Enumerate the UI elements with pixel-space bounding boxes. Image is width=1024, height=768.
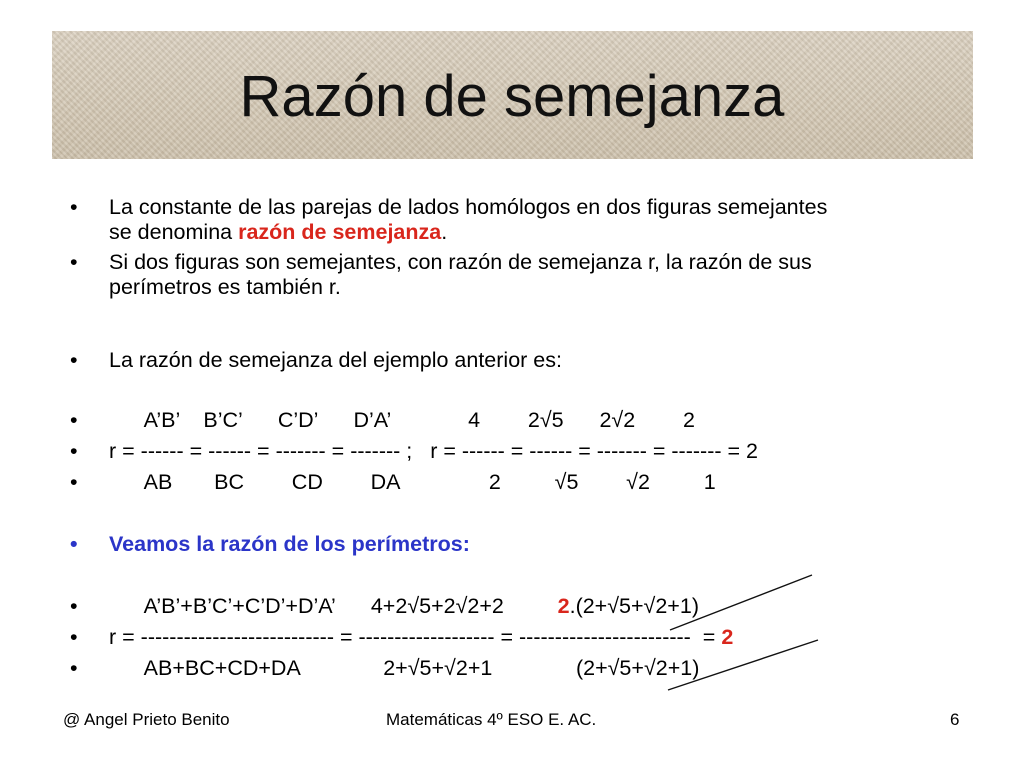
factor-highlight: 2: [557, 594, 570, 618]
bullet-marker: •: [70, 656, 78, 680]
bullet-marker: •: [70, 594, 78, 618]
ratio-text: r = ------ = ------ = ------- = ------- ; r = ------ = ------ = ------- = ------- = 2: [109, 439, 758, 463]
ratio-text: AB BC CD DA 2 √5 √2 1: [109, 470, 716, 494]
result-highlight: 2: [721, 625, 734, 649]
bullet-marker: •: [70, 439, 78, 463]
ratio-text: A’B’ B’C’ C’D’ D’A’ 4 2√5 2√2 2: [109, 408, 695, 432]
bullet-marker: •: [70, 348, 78, 372]
cancel-stroke-top: [670, 575, 812, 630]
bullet-marker: •: [70, 408, 78, 432]
footer-course: Matemáticas 4º ESO E. AC.: [386, 710, 597, 729]
emphasis-term: razón de semejanza: [238, 220, 442, 244]
cancel-stroke-bottom: [668, 640, 818, 690]
bullet-marker: •: [70, 625, 78, 649]
perimeter-expr: .(2+√5+√2+1): [569, 594, 699, 618]
bullet-text: La constante de las parejas de lados homólogos en dos figuras semejantes: [109, 195, 828, 219]
perimeter-text: AB+BC+CD+DA 2+√5+√2+1 (2+√5+√2+1): [109, 656, 700, 680]
bullet-text: Si dos figuras son semejantes, con razón de semejanza r, la razón de sus: [109, 250, 812, 274]
footer-page-number: 6: [950, 710, 960, 729]
bullet-marker: •: [70, 532, 78, 556]
perimeter-expr: A’B’+B’C’+C’D’+D’A’ 4+2√5+2√2+2: [109, 594, 558, 618]
bullet-marker: •: [70, 250, 78, 274]
footer-author: @ Angel Prieto Benito: [63, 710, 230, 729]
bullet-text: .: [441, 220, 448, 244]
slide-title: Razón de semejanza: [239, 64, 785, 129]
bullet-text: se denomina: [109, 220, 239, 244]
perimeter-expr: r = --------------------------- = ------------------- = ------------------------ =: [109, 625, 722, 649]
heading-text: Veamos la razón de los perímetros:: [109, 532, 470, 556]
bullet-perimeter-rule-continued: perímetros es también r.: [109, 275, 341, 299]
bullet-text: La razón de semejanza del ejemplo anterior es:: [109, 348, 562, 372]
bullet-marker: •: [70, 195, 78, 219]
bullet-marker: •: [70, 470, 78, 494]
